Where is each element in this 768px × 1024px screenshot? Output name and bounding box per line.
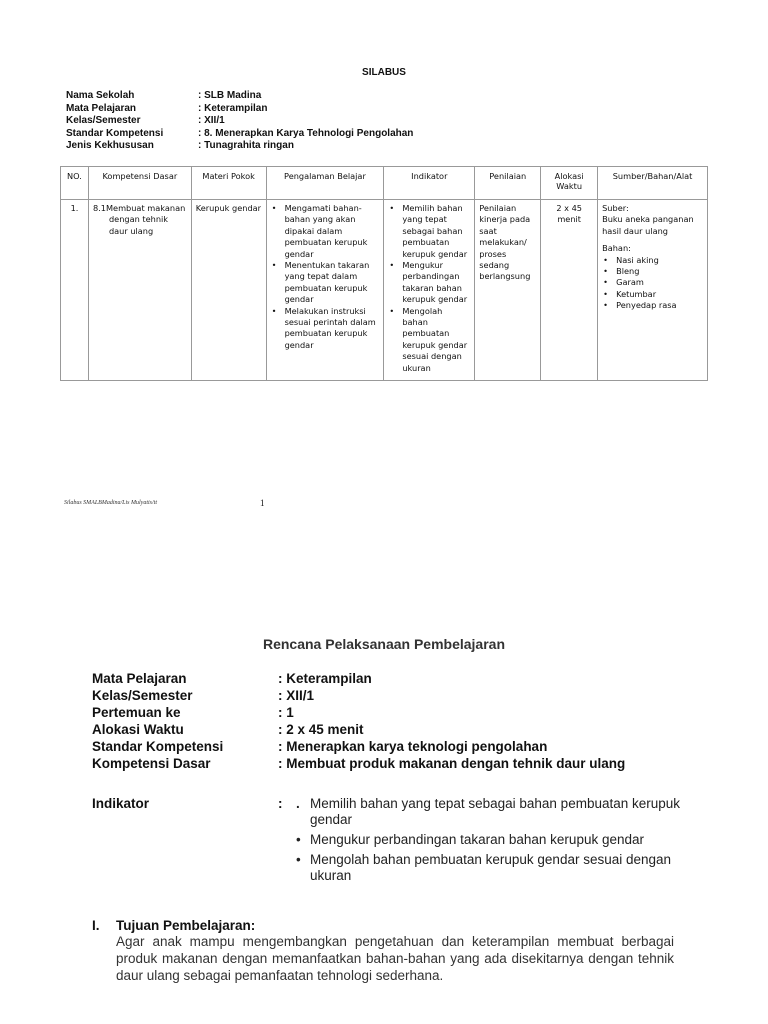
indikator-list [388,203,470,374]
tujuan-section [92,918,674,984]
tujuan-heading [92,918,674,933]
list-item: • Memilih bahan yang tepat sebagai bahan pembuatan kerupuk gendar [388,203,470,260]
indikator-list [296,796,686,888]
silabus-info [66,90,413,153]
info-label: Jenis Kekhususan [66,140,154,151]
info-value: : Keterampilan [278,671,372,686]
header-sumber: Sumber/Bahan/Alat [598,167,708,200]
cell-penilaian: Penilaian kinerja pada saat melakukan/ proses sedang berlangsung [475,200,541,381]
kompetensi-dasar-text: 8.1Membuat makanan dengan tehnik daur ulang [92,203,186,236]
info-label: Kelas/Semester [92,688,193,703]
rpp-info-row [92,721,658,738]
cell-indikator [384,200,475,381]
rpp-info-row [92,670,658,687]
rpp-info-row [92,687,658,704]
list-item: • Mengamati bahan-bahan yang akan dipakai dalam pembuatan kerupuk gendar [271,203,380,260]
info-row-mata-pelajaran [66,103,413,116]
cell-alokasi-waktu: 2 x 45 menit [541,200,598,381]
list-item: • Ketumbar [602,289,703,300]
bahan-list [602,255,703,312]
list-item: • Bleng [602,266,703,277]
header-indikator: Indikator [384,167,475,200]
list-item: • Mengolah bahan pembuatan kerupuk gendar sesuai dengan ukuran [388,306,470,374]
list-item: • Menentukan takaran yang tepat dalam pembuatan kerupuk gendar [271,260,380,306]
indikator-colon: : [278,796,283,811]
info-label: Mata Pelajaran [92,671,187,686]
info-label: Pertemuan ke [92,705,181,720]
cell-kompetensi-dasar [88,200,191,381]
section-title: Tujuan Pembelajaran: [116,918,256,933]
list-item: • Melakukan instruksi sesuai perintah dalam pembuatan kerupuk gendar [271,306,380,352]
header-materi-pokok: Materi Pokok [191,167,266,200]
info-value: : Tunagrahita ringan [198,140,294,151]
header-alokasi-waktu: Alokasi Waktu [541,167,598,200]
cell-no: 1. [61,200,89,381]
table-header-row [61,167,708,200]
list-item: . Memilih bahan yang tepat sebagai bahan pembuatan kerupuk gendar [296,796,686,828]
section-number: I. [92,918,100,933]
rpp-info-row [92,755,658,772]
info-value: : 2 x 45 menit [278,722,364,737]
silabus-table [60,166,708,381]
list-item: • Mengolah bahan pembuatan kerupuk gendar sesuai dengan ukuran [296,852,686,884]
rpp-info-row [92,704,658,721]
cell-pengalaman-belajar [266,200,384,381]
info-label: Nama Sekolah [66,90,135,101]
info-label: Standar Kompetensi [66,127,164,139]
page-number: 1 [260,498,265,508]
info-label: Kelas/Semester [66,115,141,126]
table-row [61,200,708,381]
info-value: : XII/1 [278,688,315,703]
list-item: • Penyedap rasa [602,300,703,311]
pengalaman-list [271,203,380,351]
rpp-title: Rencana Pelaksanaan Pembelajaran [262,636,506,652]
info-row-nama-sekolah [66,90,413,103]
cell-materi-pokok: Kerupuk gendar [191,200,266,381]
info-value: : Keterampilan [198,102,268,114]
info-label: Standar Kompetensi [92,739,224,754]
info-value: : 1 [278,705,294,720]
info-value: : Menerapkan karya teknologi pengolahan [278,739,548,754]
indikator-label: Indikator [92,796,150,811]
info-label: Kompetensi Dasar [92,756,211,771]
list-item: • Mengukur perbandingan takaran bahan kerupuk gendar [388,260,470,306]
info-label: Mata Pelajaran [66,102,137,114]
bahan-label: Bahan: [602,243,631,254]
list-item: • Mengukur perbandingan takaran bahan kerupuk gendar [296,832,686,848]
list-item: • Nasi aking [602,255,703,266]
silabus-footer: Silabus SMALBMadina/Lis Mulyatis/tt [64,500,158,506]
info-value: : XII/1 [198,115,225,126]
info-value: : Membuat produk makanan dengan tehnik daur ulang [278,756,626,771]
header-no: NO. [61,167,89,200]
sumber-text: Buku aneka panganan hasil daur ulang [602,214,694,236]
info-row-kelas-semester [66,115,413,128]
info-row-standar-kompetensi [66,128,413,141]
info-label: Alokasi Waktu [92,722,184,737]
header-pengalaman-belajar: Pengalaman Belajar [266,167,384,200]
header-kompetensi-dasar: Kompetensi Dasar [88,167,191,200]
info-row-jenis-kekhususan [66,140,413,153]
header-penilaian: Penilaian [475,167,541,200]
rpp-page [0,530,768,1024]
info-value: : SLB Madina [198,90,262,101]
silabus-title: SILABUS [362,67,406,78]
info-value: : 8. Menerapkan Karya Tehnologi Pengolahan [198,127,414,139]
sumber-label: Suber: [602,203,629,213]
rpp-info-row [92,738,658,755]
tujuan-text: Agar anak mampu mengembangkan pengetahuan dan keterampilan membuat berbagai produk makanan dengan memanfaatkan bahan-bahan yang ada disekitarnya dengan tehnik daur ulang sebagai pemanfaatan tehnologi sederhana. [116,934,674,983]
cell-sumber [598,200,708,381]
rpp-info [92,670,658,772]
list-item: • Garam [602,277,703,288]
